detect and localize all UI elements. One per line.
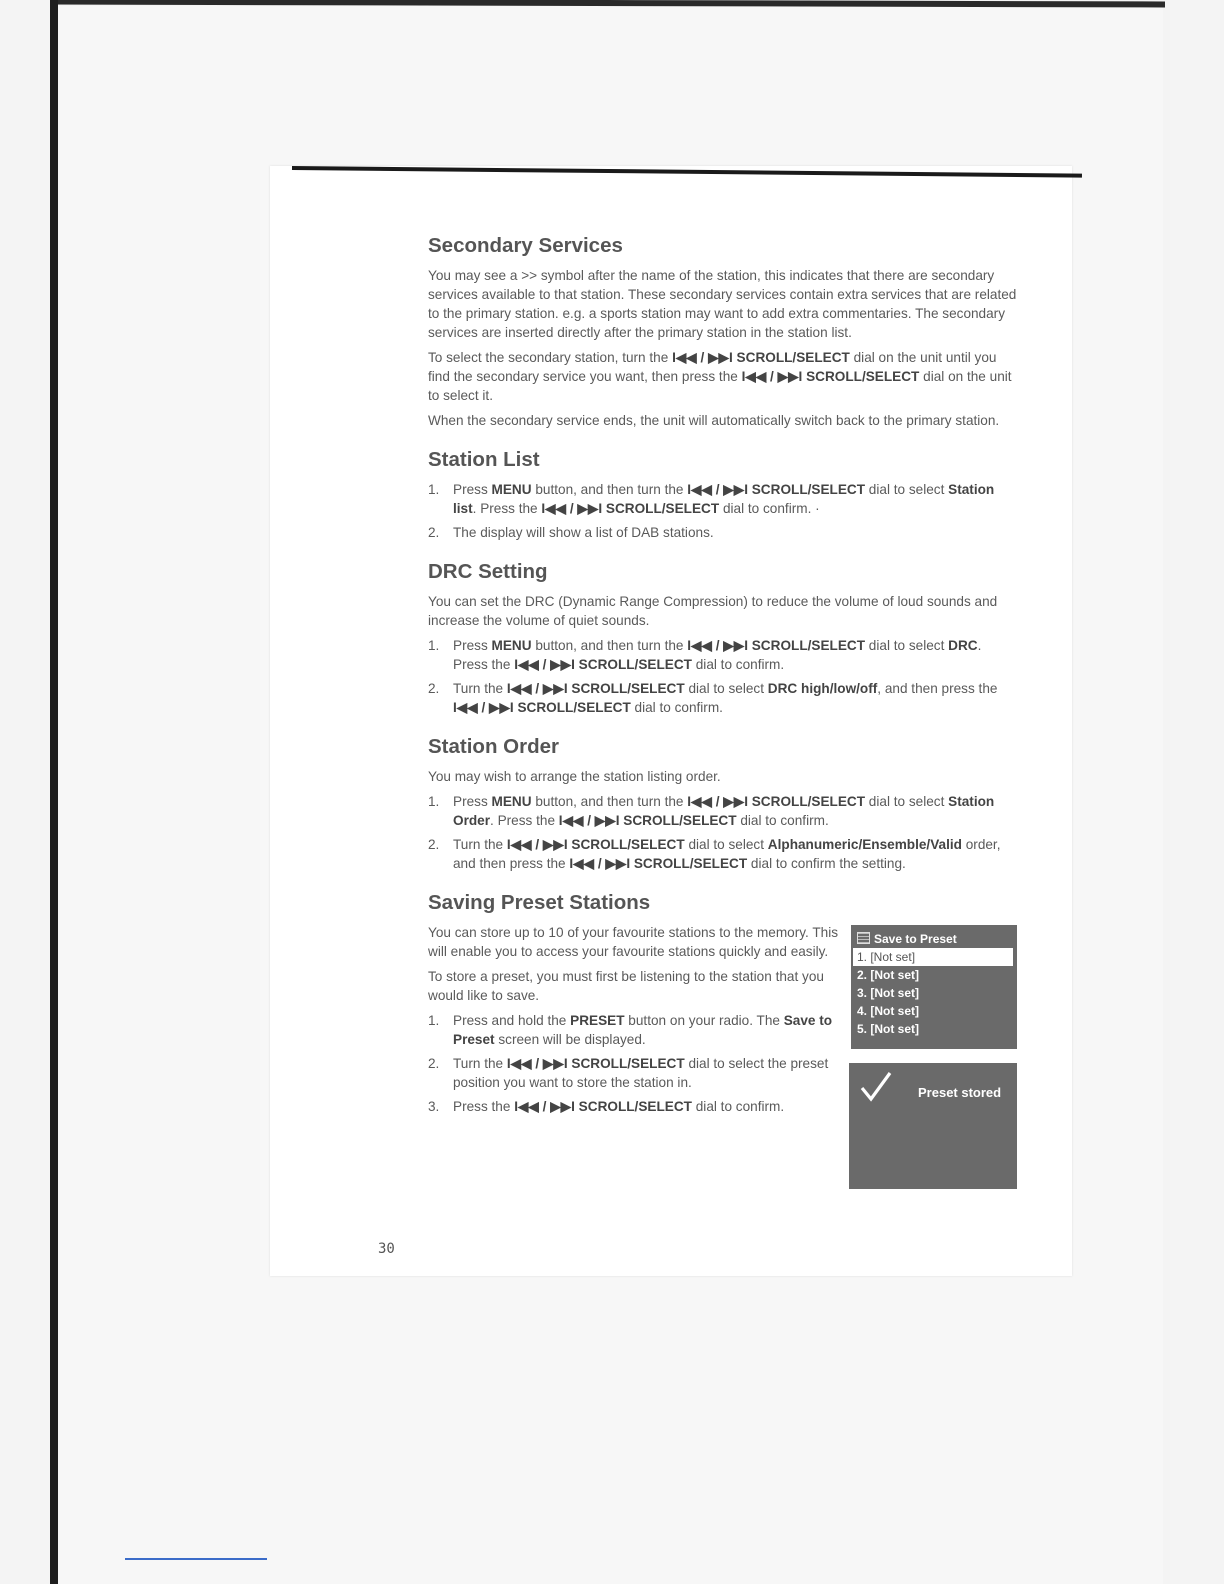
scan-underline bbox=[125, 1558, 267, 1560]
list-item: 2. The display will show a list of DAB stations. bbox=[428, 525, 714, 540]
list-item: 2. Turn the I◀◀ / ▶▶I SCROLL/SELECT dial to select the preset position you want to store the station in. bbox=[428, 1056, 829, 1090]
preset-instructions bbox=[428, 923, 843, 1116]
paragraph: You may see a >> symbol after the name of the station, this indicates that there are secondary services available to that station. These secondary services contain extra services that are related to the primary station. e.g. a sports station may want to add extra commentaries. The secondary services are inserted directly after the primary station in the station list. bbox=[428, 268, 1017, 340]
paragraph: You can set the DRC (Dynamic Range Compression) to reduce the volume of loud sounds and increase the volume of quiet sounds. bbox=[428, 594, 998, 628]
section-saving-preset bbox=[428, 893, 1018, 1116]
section-secondary-services bbox=[428, 236, 1018, 430]
lcd-row: 5. [Not set] bbox=[857, 1022, 920, 1036]
paragraph: To select the secondary station, turn the I◀◀ / ▶▶I SCROLL/SELECT dial on the unit until you find the secondary service you want, then press the I◀◀ / ▶▶I SCROLL/SELECT dial on the unit to select it. bbox=[428, 350, 1012, 403]
paragraph: You may wish to arrange the station listing order. bbox=[428, 769, 721, 784]
section-station-list bbox=[428, 450, 1018, 542]
paragraph: When the secondary service ends, the unit will automatically switch back to the primary station. bbox=[428, 413, 1000, 428]
list-item: 2. Turn the I◀◀ / ▶▶I SCROLL/SELECT dial to select DRC high/low/off, and then press the I◀◀ / ▶▶I SCROLL/SELECT dial to confirm. bbox=[428, 681, 998, 715]
section-title: Saving Preset Stations bbox=[428, 891, 651, 914]
manual-page bbox=[270, 166, 1072, 1276]
checkmark-icon bbox=[859, 1069, 893, 1103]
lcd-row: 3. [Not set] bbox=[857, 986, 920, 1000]
lcd-row: 2. [Not set] bbox=[857, 968, 920, 982]
step-list bbox=[428, 1011, 843, 1116]
section-title: Station Order bbox=[428, 735, 559, 758]
menu-icon bbox=[857, 932, 870, 944]
lcd-title: Save to Preset bbox=[851, 925, 1017, 948]
list-item: 1. Press MENU button, and then turn the I◀◀ / ▶▶I SCROLL/SELECT dial to select DRC. Press the I◀◀ / ▶▶I SCROLL/SELECT dial to confirm. bbox=[428, 638, 982, 672]
section-station-order bbox=[428, 737, 1018, 873]
section-title: DRC Setting bbox=[428, 560, 548, 583]
step-list bbox=[428, 636, 1018, 717]
section-title: Station List bbox=[428, 448, 540, 471]
step-list bbox=[428, 480, 1018, 542]
preset-stored-screen bbox=[849, 1063, 1017, 1189]
section-title: Secondary Services bbox=[428, 234, 623, 257]
save-to-preset-screen bbox=[851, 925, 1017, 1049]
list-item: 1. Press MENU button, and then turn the I◀◀ / ▶▶I SCROLL/SELECT dial to select Station Order. Press the I◀◀ / ▶▶I SCROLL/SELECT dial to confirm. bbox=[428, 794, 995, 828]
page-top-rule bbox=[292, 166, 1082, 178]
paragraph: You can store up to 10 of your favourite stations to the memory. This will enable you to access your favourite stations quickly and easily. bbox=[428, 925, 839, 959]
scan-edge-left bbox=[50, 0, 58, 1584]
section-drc-setting bbox=[428, 562, 1018, 717]
page-content bbox=[428, 236, 1018, 1136]
list-item: 1. Press and hold the PRESET button on your radio. The Save to Preset screen will be displayed. bbox=[428, 1013, 833, 1047]
paragraph: To store a preset, you must first be listening to the station that you would like to save. bbox=[428, 969, 824, 1003]
list-item: 2. Turn the I◀◀ / ▶▶I SCROLL/SELECT dial to select Alphanumeric/Ensemble/Valid order, and then press the I◀◀ / ▶▶I SCROLL/SELECT dial to confirm the setting. bbox=[428, 837, 1001, 871]
list-item: 3. Press the I◀◀ / ▶▶I SCROLL/SELECT dial to confirm. bbox=[428, 1099, 785, 1114]
step-list bbox=[428, 792, 1018, 873]
lcd-row: 4. [Not set] bbox=[857, 1004, 920, 1018]
preset-stored-message: Preset stored bbox=[918, 1085, 1002, 1100]
page-number: 30 bbox=[378, 1241, 395, 1257]
lcd-row-selected: 1. [Not set] bbox=[853, 948, 1013, 966]
list-item: 1. Press MENU button, and then turn the I◀◀ / ▶▶I SCROLL/SELECT dial to select Station list. Press the I◀◀ / ▶▶I SCROLL/SELECT dial to confirm. · bbox=[428, 482, 995, 516]
